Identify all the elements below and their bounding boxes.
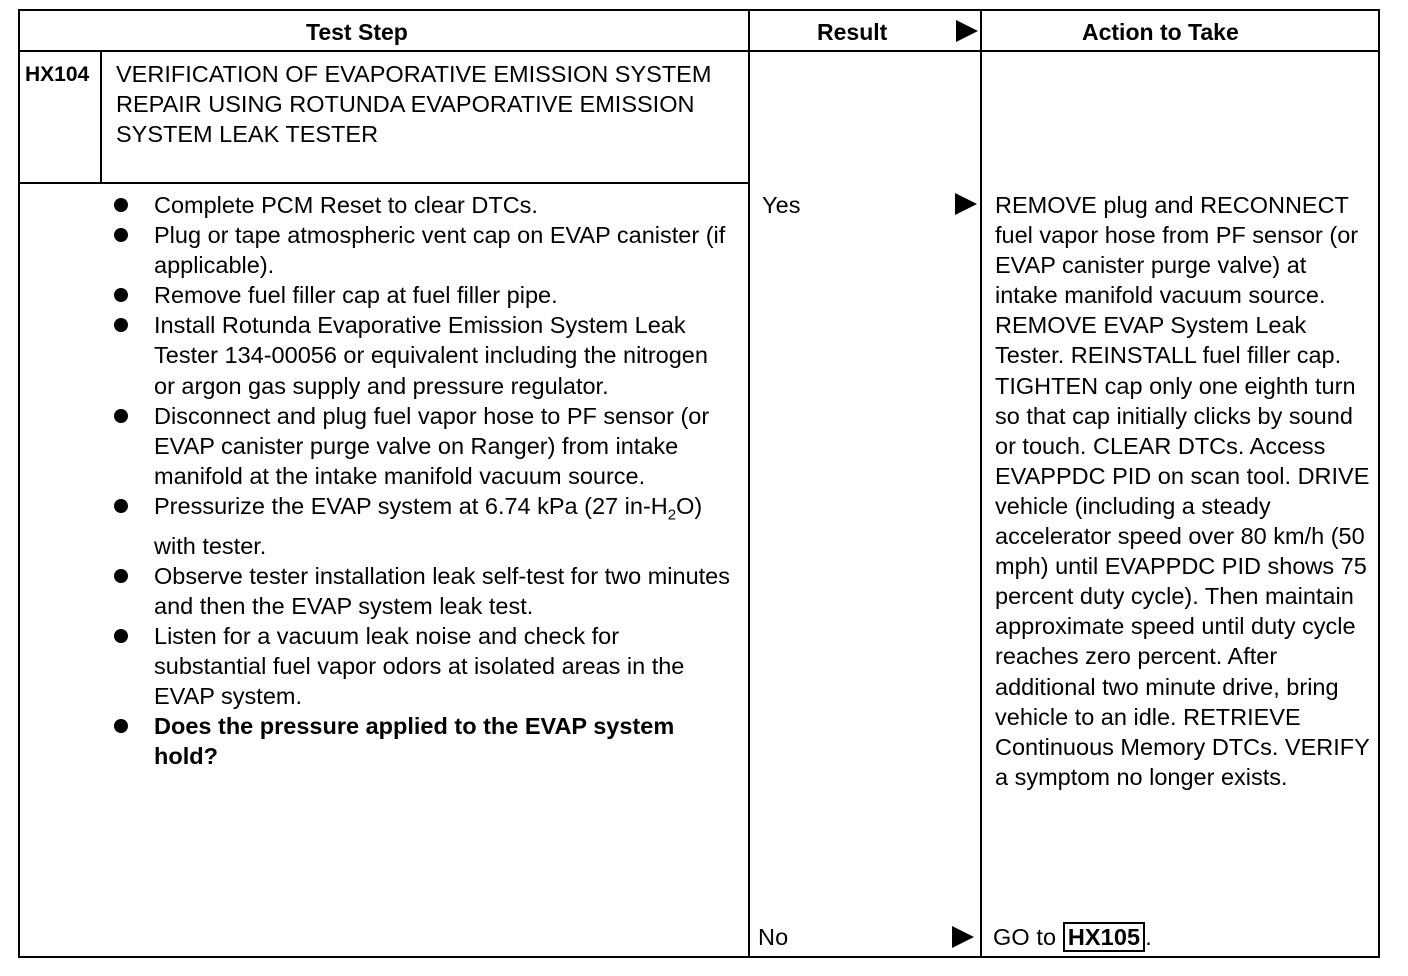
action-yes: REMOVE plug and RECONNECT fuel vapor hose from PF sensor (or EVAP canister purge valve) at intake manifold vacuum source. REMOVE EVAP System Leak Tester. REINSTALL fuel filler cap. TIGHTEN cap only one eighth turn so that cap initially clicks by sound or touch. CLEAR DTCs. Access EVAPPDC PID on scan tool. DRIVE vehicle (including a steady accelerator speed over 80 km/h (50 mph) until EVAPPDC PID shows 75 percent duty cycle). Then maintain approximate speed until duty cycle reaches zero percent. After additional two minute drive, bring vehicle to an idle. RETRIEVE Continuous Memory DTCs. VERIFY a symptom no longer exists. [995, 192, 1370, 790]
bullet-icon [114, 198, 128, 212]
bullet-icon [114, 719, 128, 733]
question-item: Does the pressure applied to the EVAP system hold? [110, 711, 730, 771]
step-code: HX104 [25, 63, 90, 86]
list-item: Install Rotunda Evaporative Emission System Leak Tester 134-00056 or equivalent including the nitrogen or argon gas supply and pressure regulator. [110, 310, 730, 400]
result-column-divider [748, 9, 750, 958]
list-item: Observe tester installation leak self-test for two minutes and then the EVAP system leak test. [110, 561, 730, 621]
list-item: Plug or tape atmospheric vent cap on EVAP canister (if applicable). [110, 220, 730, 280]
header-test-step: Test Step [306, 19, 408, 45]
step-title: VERIFICATION OF EVAPORATIVE EMISSION SYSTEM REPAIR USING ROTUNDA EVAPORATIVE EMISSION SYSTEM LEAK TESTER [116, 61, 712, 148]
goto-step-link[interactable]: HX105 [1063, 922, 1145, 952]
arrow-icon [956, 20, 978, 42]
bullet-icon [114, 569, 128, 583]
list-item: Remove fuel filler cap at fuel filler pipe. [110, 280, 730, 310]
arrow-icon [955, 193, 977, 215]
header-divider [18, 50, 1380, 52]
bullet-icon [114, 409, 128, 423]
list-item: Pressurize the EVAP system at 6.74 kPa (27 $in-H_2O$) with tester. [110, 491, 730, 561]
bullet-icon [114, 228, 128, 242]
arrow-icon [952, 926, 974, 948]
header-result: Result [817, 19, 888, 45]
code-divider [100, 50, 102, 184]
list-item: Complete PCM Reset to clear DTCs. [110, 190, 730, 220]
bullet-icon [114, 288, 128, 302]
test-step-list [110, 190, 730, 771]
title-divider [18, 182, 750, 184]
bullet-icon [114, 499, 128, 513]
action-column-divider [980, 9, 982, 958]
result-no: No [758, 924, 789, 950]
result-yes: Yes [762, 192, 801, 218]
action-no: GO to HX105 . [993, 924, 1152, 950]
list-item: Listen for a vacuum leak noise and check for substantial fuel vapor odors at isolated areas in the EVAP system. [110, 621, 730, 711]
bullet-icon [114, 318, 128, 332]
list-item: Disconnect and plug fuel vapor hose to PF sensor (or EVAP canister purge valve on Ranger) from intake manifold at the intake manifold vacuum source. [110, 401, 730, 491]
bullet-icon [114, 629, 128, 643]
header-action: Action to Take [1082, 19, 1239, 45]
